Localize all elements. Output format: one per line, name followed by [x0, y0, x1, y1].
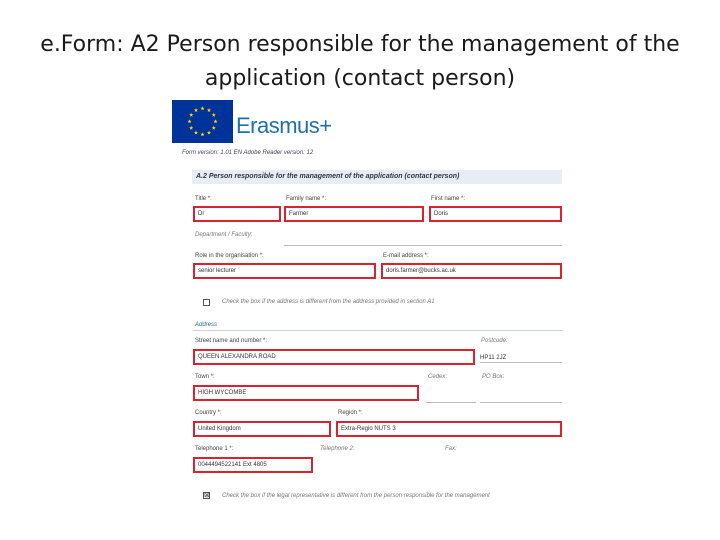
- slide-title: e.Form: A2 Person responsible for the management of the application (contact person): [40, 32, 680, 91]
- country-field[interactable]: United Kingdom: [193, 421, 331, 437]
- erasmus-logo-text: Erasmus+: [236, 113, 332, 138]
- street-label: Street name and number *:: [195, 338, 268, 344]
- eu-flag-logo: [172, 100, 233, 143]
- postcode-field[interactable]: HP11 2JZ: [480, 353, 562, 363]
- department-label: Department / Faculty:: [195, 232, 253, 238]
- street-field[interactable]: QUEEN ALEXANDRA ROAD: [193, 349, 475, 365]
- eu-star-icon: [187, 119, 191, 123]
- section-header: A.2 Person responsible for the management of the application (contact person): [192, 170, 562, 184]
- legal-representative-checkbox[interactable]: ⊠: [204, 492, 210, 499]
- eu-star-icon: [194, 131, 198, 135]
- telephone2-label: Telephone 2:: [320, 446, 355, 452]
- role-field[interactable]: senior lecturer: [193, 263, 376, 279]
- eu-star-icon: [207, 131, 211, 135]
- eu-star-icon: [189, 126, 193, 130]
- eu-star-icon: [194, 108, 198, 112]
- pobox-label: PO Box:: [482, 374, 505, 380]
- town-label: Town *:: [195, 374, 215, 380]
- eu-star-icon: [200, 106, 204, 110]
- title-label: Title *:: [195, 196, 212, 202]
- telephone1-label: Telephone 1 *:: [195, 446, 234, 452]
- eu-star-icon: [189, 113, 193, 117]
- fax-label: Fax:: [445, 446, 457, 452]
- first-name-label: First name *:: [431, 196, 466, 202]
- eu-star-icon: [212, 126, 216, 130]
- eu-star-icon: [200, 132, 204, 136]
- eu-star-icon: [207, 108, 211, 112]
- title-field[interactable]: Dr: [193, 206, 281, 222]
- family-name-label: Family name *:: [286, 196, 327, 202]
- different-address-label: Check the box if the address is different from the address provided in section A1: [222, 299, 435, 305]
- region-label: Region *:: [338, 410, 363, 416]
- cedex-label: Cedex:: [428, 374, 448, 380]
- role-label: Role in the organisation *:: [195, 253, 264, 259]
- email-label: E-mail address *:: [383, 253, 429, 259]
- form-version-text: Form version: 1.01 EN Adobe Reader version: 12: [182, 150, 314, 156]
- first-name-field[interactable]: Doris: [429, 206, 562, 222]
- address-section-header: Address: [195, 322, 218, 328]
- address-divider: [193, 330, 563, 331]
- telephone1-field[interactable]: 0044494522141 Ext 4805: [193, 457, 313, 473]
- different-address-checkbox[interactable]: [203, 299, 210, 306]
- town-field[interactable]: HIGH WYCOMBE: [193, 385, 419, 401]
- region-field[interactable]: Extra-Regio NUTS 3: [336, 421, 562, 437]
- legal-representative-label: Check the box if the legal representative is different from the person responsible for the management: [222, 493, 490, 499]
- department-field[interactable]: [284, 236, 562, 246]
- pobox-field[interactable]: [480, 393, 562, 403]
- cedex-field[interactable]: [426, 393, 476, 403]
- eu-star-icon: [213, 119, 217, 123]
- family-name-field[interactable]: Farmer: [284, 206, 424, 222]
- postcode-label: Postcode:: [481, 338, 508, 344]
- country-label: Country *:: [195, 410, 222, 416]
- eu-star-icon: [212, 113, 216, 117]
- email-field[interactable]: doris.farmer@bucks.ac.uk: [381, 263, 562, 279]
